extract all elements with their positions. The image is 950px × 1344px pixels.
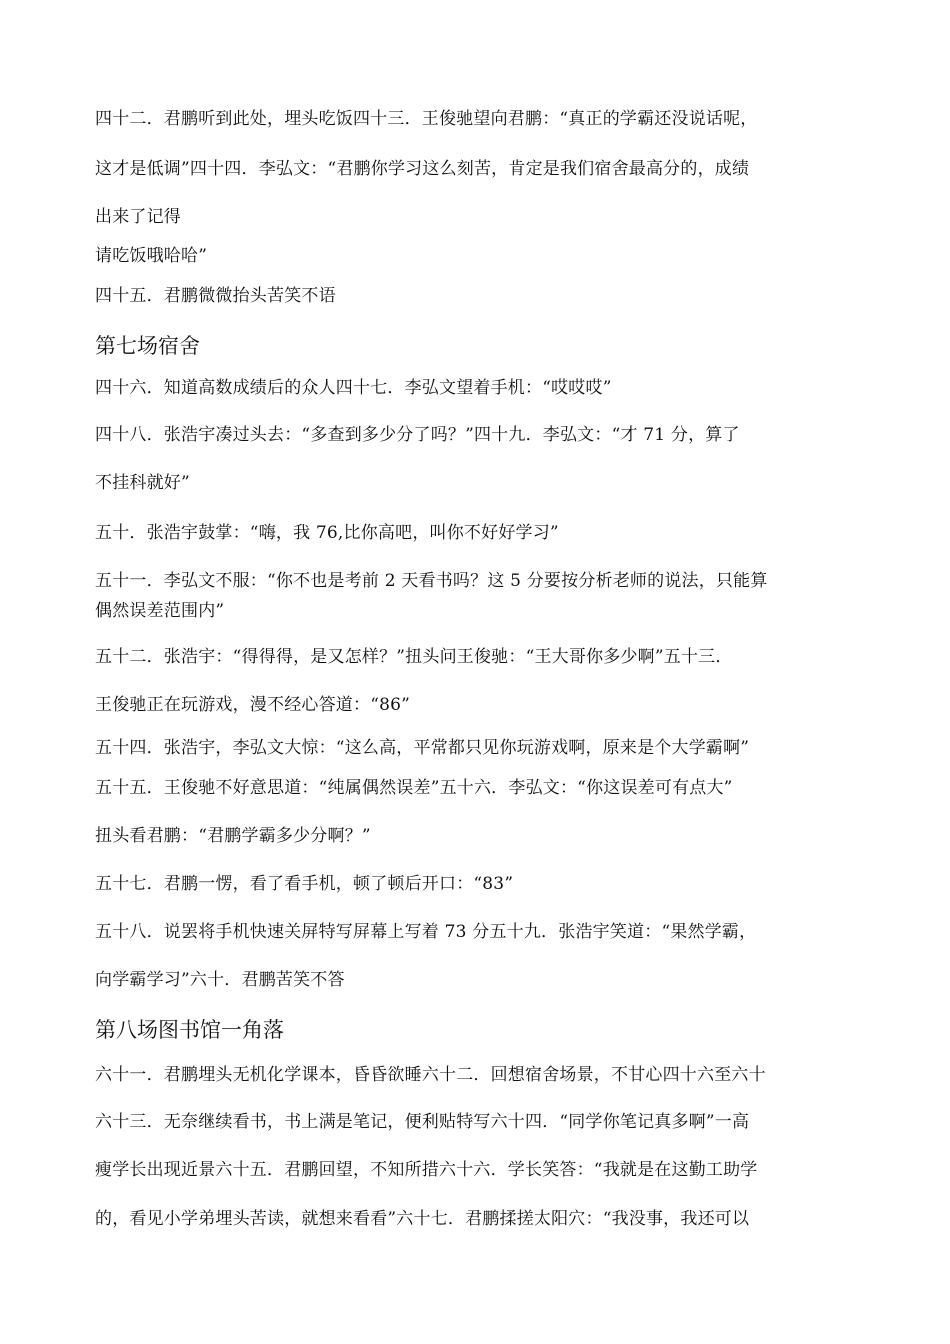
text-line: 四十八．张浩宇凑过头去：“多查到多少分了吗？”四十九．李弘文：“才 71 分，算了 [95,425,740,445]
text-line: 扭头看君鹏：“君鹏学霸多少分啊？” [95,826,371,846]
text-line: 五十七．君鹏一愣，看了看手机，顿了顿后开口：“83” [95,874,514,894]
text-line: 五十．张浩宇鼓掌：“嗨，我 76,比你高吧，叫你不好好学习” [95,523,559,543]
text-line: 五十二．张浩宇：“得得得，是又怎样？”扭头问王俊驰：“王大哥你多少啊”五十三． [95,647,733,667]
text-line: 六十三．无奈继续看书，书上满是笔记，便利贴特写六十四．“同学你笔记真多啊”一高 [95,1112,750,1132]
text-line: 偶然误差范围内” [95,601,225,621]
text-line: 请吃饭哦哈哈” [95,246,208,266]
text-line: 瘦学长出现近景六十五．君鹏回望，不知所措六十六．学长笑答：“我就是在这勤工助学 [95,1160,758,1180]
text-line: 不挂科就好” [95,473,190,493]
text-line: 五十四．张浩宇，李弘文大惊：“这么高，平常都只见你玩游戏啊，原来是个大学霸啊” [95,738,750,758]
text-line: 五十一．李弘文不服：“你不也是考前 2 天看书吗？这 5 分要按分析老师的说法，只能算 [95,571,768,591]
scene-heading: 第七场宿舍 [95,334,200,358]
text-line: 出来了记得 [95,207,181,227]
text-line: 五十八．说罢将手机快速关屏特写屏幕上写着 73 分五十九．张浩宇笑道：“果然学霸， [95,922,757,942]
text-line: 五十五．王俊驰不好意思道：“纯属偶然误差”五十六．李弘文：“你这误差可有点大” [95,778,733,798]
text-line: 向学霸学习”六十．君鹏苦笑不答 [95,970,345,990]
scene-heading: 第八场图书馆一角落 [95,1018,284,1042]
text-line: 四十六．知道高数成绩后的众人四十七．李弘文望着手机：“哎哎哎” [95,378,612,398]
text-line: 四十二．君鹏听到此处，埋头吃饭四十三．王俊驰望向君鹏：“真正的学霸还没说话呢， [95,109,758,129]
text-line: 王俊驰正在玩游戏，漫不经心答道：“86” [95,695,411,715]
text-line: 这才是低调”四十四．李弘文：“君鹏你学习这么刻苦，肯定是我们宿舍最高分的，成绩 [95,159,750,179]
text-line: 四十五．君鹏微微抬头苦笑不语 [95,286,336,306]
text-line: 六十一．君鹏埋头无机化学课本，昏昏欲睡六十二．回想宿舍场景，不甘心四十六至六十 [95,1065,766,1085]
text-line: 的，看见小学弟埋头苦读，就想来看看”六十七．君鹏揉搓太阳穴：“我没事，我还可以 [95,1209,750,1229]
